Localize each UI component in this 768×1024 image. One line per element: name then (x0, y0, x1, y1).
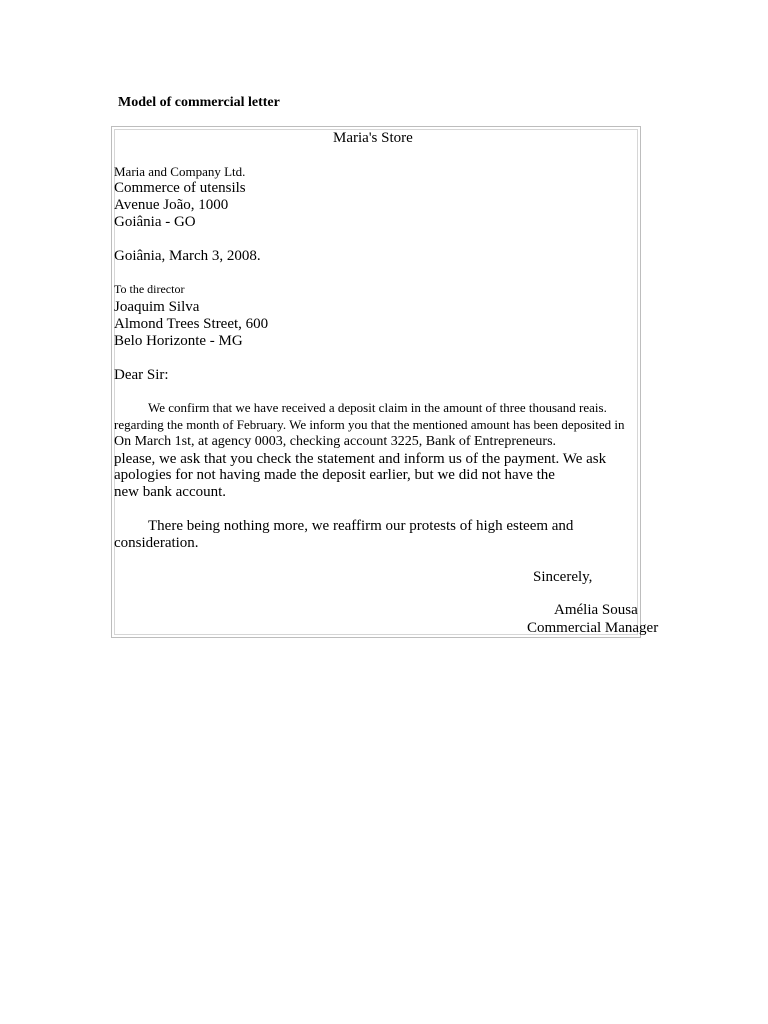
document-title: Model of commercial letter (118, 95, 280, 110)
recipient-city: Belo Horizonte - MG (114, 333, 243, 349)
recipient-title: To the director (114, 282, 185, 296)
signature-name: Amélia Sousa (554, 602, 638, 618)
body-paragraph-2-line-1: There being nothing more, we reaffirm our protests of high esteem and (148, 518, 574, 534)
body-line-1: We confirm that we have received a deposit claim in the amount of three thousand reais. (148, 400, 607, 415)
signature-role: Commercial Manager (527, 620, 659, 636)
closing: Sincerely, (533, 569, 593, 585)
sender-address: Avenue João, 1000 (114, 197, 229, 213)
date-line: Goiânia, March 3, 2008. (114, 248, 261, 264)
body-line-4: please, we ask that you check the statement and inform us of the payment. We ask (114, 451, 607, 467)
sender-company: Maria and Company Ltd. (114, 164, 246, 179)
body-line-6: new bank account. (114, 484, 227, 500)
recipient-name: Joaquim Silva (114, 299, 200, 315)
body-line-5: apologies for not having made the deposit earlier, but we did not have the (114, 467, 555, 483)
store-name: Maria's Store (333, 130, 413, 146)
body-paragraph-2-line-2: consideration. (114, 535, 199, 551)
recipient-address: Almond Trees Street, 600 (114, 316, 269, 332)
salutation: Dear Sir: (114, 367, 169, 383)
sender-business: Commerce of utensils (114, 180, 246, 196)
body-line-2: regarding the month of February. We inform you that the mentioned amount has been deposited in (114, 417, 625, 432)
sender-city: Goiânia - GO (114, 214, 196, 230)
body-line-3: On March 1st, at agency 0003, checking account 3225, Bank of Entrepreneurs. (114, 434, 557, 449)
